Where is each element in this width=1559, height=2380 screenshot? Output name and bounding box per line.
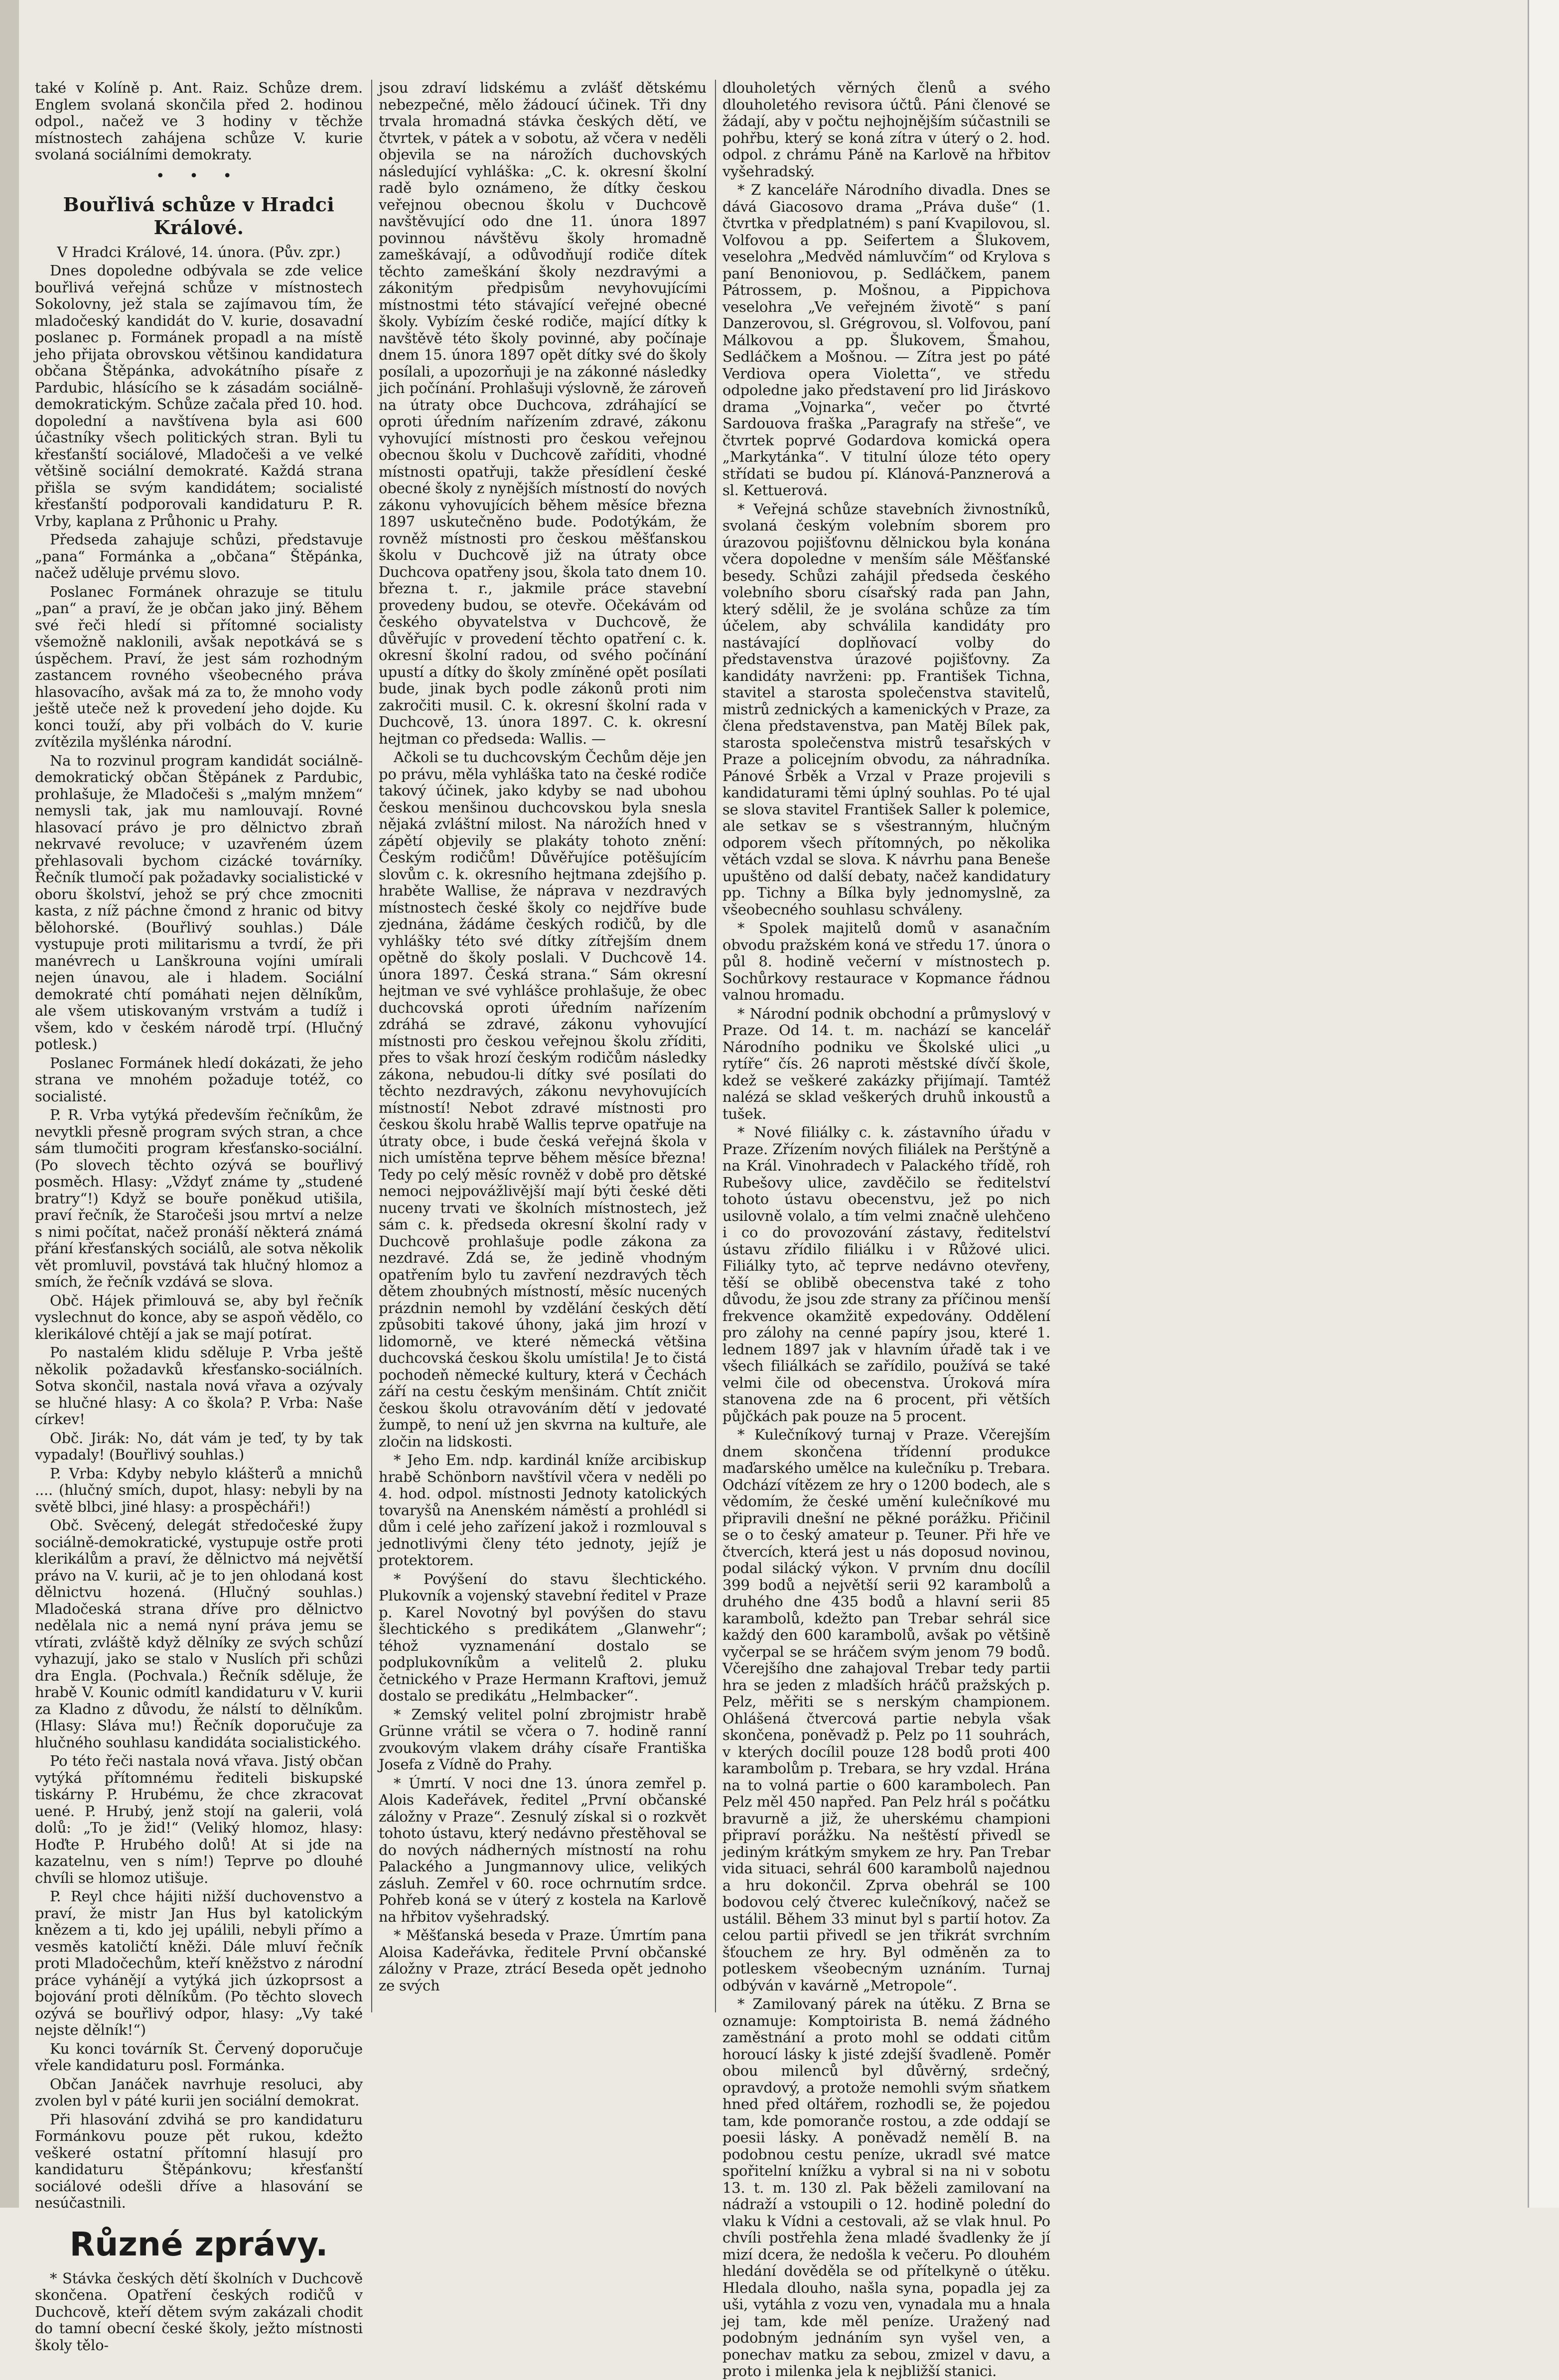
paragraph: * Zemský velitel polní zbrojmistr hrabě Grünne vrátil se včera o 7. hodině ranní zvoukovým vlakem dráhy císaře Františka Josefa z Vídně do Prahy. [379,1706,707,1773]
column-3 [722,79,1050,2380]
paragraph: * Povýšení do stavu šlechtického. Plukovník a vojenský stavební ředitel v Praze p. Karel Novotný byl povýšen do stavu šlechtického s predikátem „Glanwehr“; téhož vyznamenání dostalo se podplukovníkům a velitelů 2. pluku četnického v Praze Hermann Kraftovi, jemuž dostalo se predikátu „Helmbacker“. [379,1570,707,1704]
paragraph: Obč. Hájek přimlouvá se, aby byl řečník vyslechnut do konce, aby se aspoň vědělo, co klerikálové chtějí a jak se mají potírat. [35,1292,363,1342]
paragraph: * Z kanceláře Národního divadla. Dnes se dává Giacosovo drama „Práva duše“ (1. čtvrtka v předplatném) s paní Kvapilovou, sl. Volfovou a pp. Seifertem a Šlukovem, veselohra „Medvěd námluvčím“ od Krylova s paní Benoniovou, p. Sedláčkem, panem Pátrossem, p. Mošnou, a Pippichova veselohra „Ve veřejném životě“ s paní Danzerovou, sl. Grégrovou, sl. Volfovou, paní Málkovou a pp. Šlukovem, Šmahou, Sedláčkem a Mošnou. — Zítra jest po páté Verdiova opera Violetta“, ve středu odpoledne jako představení pro lid Jiráskovo drama „Vojnarka“, večer po čtvrté Sardouova fraška „Paragrafy na střeše“, ve čtvrtek poprvé Godardova komická opera „Markytánka“. V titulní úloze této opery střídati se budou pí. Klánová-Panznerová a sl. Kettuerová. [722,181,1050,499]
paragraph: P. Vrba: Kdyby nebylo klášterů a mnichů .... (hlučný smích, dupot, hlasy: nebyli by na světě blbci, jiné hlasy: a prospěcháři!) [35,1464,363,1515]
column-rule [715,80,716,2012]
paragraph: * Stávka českých dětí školních v Duchcově skončena. Opatření českých rodičů v Duchcově, kteří dětem svým zakázali chodit do tamní obecní české školy, ježto místnosti školy tělo- [35,2269,363,2354]
paragraph: Občan Janáček navrhuje resoluci, aby zvolen byl v páté kurii jen sociální demokrat. [35,2075,363,2109]
paragraph: * Spolek majitelů domů v asanačním obvodu pražském koná ve středu 17. února o půl 8. hodině večerní v místnostech p. Sochůrkovy restaurace v Kopmance řádnou valnou hromadu. [722,920,1050,1003]
paragraph: * Kulečníkový turnaj v Praze. Včerejším dnem skončena třídenní produkce maďarského umělce na kulečníku p. Trebara. Odchází vítězem ze hry o 1200 bodech, ale s vědomím, že české umění kulečníkové mu připravili dnešní ne pěkné porážku. Přičinil se o to český amateur p. Teuner. Při hře ve čtvercích, která jest u nás doposud novinou, podal silácký výkon. V prvním dnu docílil 399 bodů a největší serii 92 karambolů a druhého dne 435 bodů a hlavní serii 85 karambolů, kdežto pan Trebar sehrál sice každý den 600 karambolů, avšak po většině vyčerpal se se hráčem svým jenom 79 bodů. Včerejšího dne zahajoval Trebar tedy partii hra se jeden z mladších hráčů pražských p. Pelz, měřiti se s nerským championem. Ohlášená čtvercová partie nebyla však skončena, poněvadž p. Pelz po 11 souhrách, v kterých docílil pouze 128 bodů proti 400 karambolům p. Trebara, se hry vzdal. Hrána na to volná partie o 600 karambolech. Pan Pelz měl 450 napřed. Pan Pelz hrál s počátku bravurně a již, že uherskému championi připraví porážku. Na neštěstí přivedl se jediným krátkým smykem ze hry. Pan Trebar vida situaci, sehrál 600 karambolů najednou a hru dokončil. Zprva obehrál se 100 bodovou celý čtverec kulečníkový, načež se ustálil. Během 33 minut byl s partií hotov. Za celou partii přivedl se jen třikrát svrchním šťouchem ze hry. Byl odměněn za to potleskem všeobecným uznáním. Turnaj odbýván v kavárně „Metropole“. [722,1426,1050,1994]
column-1 [35,79,363,2354]
paragraph: Ačkoli se tu duchcovským Čechům děje jen po právu, měla vyhláška tato na české rodiče takový účinek, jako kdyby se nad ubohou českou menšinou duchcovskou byla snesla nějaká zvláštní milost. Na nárožích hned v zápětí objevily se plakáty tohoto znění: Českým rodičům! Důvěřujíce potěšujícím slovům c. k. okresního hejtmana zdejšího p. hraběte Wallise, že náprava v nezdravých místnostech české školy co nejdříve bude zjednána, žádáme českých rodičů, by dle vyhlášky této své dítky zítřejším dnem opětně do školy poslali. V Duchcově 14. února 1897. Česká strana.“ Sám okresní hejtman ve své vyhlášce prohlašuje, že obec duchcovská oproti úředním nařízením zdráhá se zdravé, zákonu vyhovující místnosti pro českou veřejnou školu zříditi, přes to však hrozí českým rodičům následky zákona, nebudou-li dítky své posílati do těchto nezdravých, zákonu nevyhovujících místností! Nebot zdravé místnosti pro českou školu hrabě Wallis teprve opatřuje na útraty obce, i bude česká veřejná škola v nich umístěna teprve během měsíce března! Tedy po celý měsíc rovněž v době pro dětské nemoci nejpovážlivější mají býti české děti nuceny trvati ve školních místnostech, jež sám c. k. předseda okresní školní rady v Duchcově prohlašuje podle zákona za nezdravé. Zdá se, že jedině vhodným opatřením bylo tu zavření nezdravých těch dětem zhoubných místností, měsíc nucených prázdnin nemohl by vzdělání českých dětí způsobiti takové úhony, jaká jim hrozí v lidomorně, ve které německá většina duchcovská českou školu umístila! Je to čistá pochodeň německé kultury, která v Čechách září na cestu českým menšinám. Chtít zničit českou školu otravováním dětí v jedovaté žumpě, to není už jen skvrna na kultuře, ale zločin na lidskosti. [379,749,707,1450]
paragraph: Poslanec Formánek hledí dokázati, že jeho strana ve mnohém požaduje totéž, co socialisté. [35,1054,363,1105]
paragraph: Předseda zahajuje schůzi, představuje „pana“ Formánka a „občana“ Štěpánka, načež uděluje prvému slovo. [35,531,363,581]
paragraph: * Jeho Em. ndp. kardinál kníže arcibiskup hrabě Schönborn navštívil včera v neděli po 4. hod. odpol. místnosti Jednoty katolických tovaryšů na Anenském náměstí a prohlédl si dům i celé jeho zařízení jakož i rozmlouval s jednotlivými členy této jednoty, jejíž je protektorem. [379,1452,707,1569]
paragraph: Poslanec Formánek ohrazuje se titulu „pan“ a praví, že je občan jako jiný. Během své řeči hledí si přítomné socialisty všemožně naklonili, avšak nepotkává se s úspěchem. Praví, že jest sám rozhodným zastancem rovného všeobecného práva hlasovacího, avšak má za to, že mnoho vody ještě uteče než k provedení jeho dojde. Ku konci touží, aby při volbách do V. kurie zvítězila myšlénka národní. [35,583,363,750]
paragraph: * Úmrtí. V noci dne 13. února zemřel p. Alois Kadeřávek, ředitel „První občanské záložny v Praze“. Zesnulý získal si o rozkvět tohoto ústavu, který nedávno přestěhoval se do nových nádherných místností na rohu Palackého a Jungmannovy ulice, velikých zásluh. Zemřel v 60. roce ochrnutím srdce. Pohřeb koná se v úterý z kostela na Karlově na hřbitov vyšehradský. [379,1774,707,1925]
paragraph: * Zamilovaný párek na útěku. Z Brna se oznamuje: Komptoirista B. nemá žádného zaměstnání a proto mohl se oddati citům horoucí lásky k jisté zdejší švadleně. Poměr obou milenců byl důvěrný, srdečný, opravdový, a protože nemohli svým sňatkem hned před oltářem, rozhodli se, že pojedou tam, kde pomoranče rostou, a zde oddají se poesii lásky. A poněvadž nemělí B. na podobnou cestu peníze, ukradl své matce spořitelní knížku a vybral si na ni v sobotu 13. t. m. 130 zl. Pak běželi zamilovaní na nádraží a vstoupili o 12. hodině polední do vlaku k Vídni a cestovali, až se vlak hnul. Po chvíli postřehla žena mladé švadlenky že jí mizí dcera, že nedošla k večeru. Po dlouhém hledání dověděla se od přítelkyně o útěku. Hledala dlouho, našla syna, popadla jej za uši, vytáhla z vozu ven, vynadala mu a hnala jej tam, kde měl peníze. Uražený nad podobným jednáním syn vyšel ven, a ponechav matku za sebou, zmizel v davu, a proto i milenka jela k nejbližší stanici. [722,1995,1050,2380]
paragraph: Po nastalém klidu sděluje P. Vrba ještě několik požadavků křesťansko-sociálních. Sotva skončil, nastala nová vřava a ozývaly se hlučné hlasy: A co škola? P. Vrba: Naše církev! [35,1344,363,1428]
paragraph: * Veřejná schůze stavebních živnostníků, svolaná českým volebním sborem pro úrazovou pojišťovnu dělnickou byla konána včera dopoledne v menším sále Měšťanské besedy. Schůzi zahájil předseda českého volebního sboru císařský rada pan Jahn, který sdělil, že je svolána schůze za tím účelem, aby schválila kandidáty pro nastávající doplňovací volby do představenstva úrazové pojišťovny. Za kandidáty navrženi: pp. František Tichna, stavitel a starosta společenstva stavitelů, mistrů zednických a kamenických v Praze, za člena představenstva, pan Matěj Bílek pak, starosta společenstva mistrů tesařských v Praze a policejním obvodu, za náhradníka. Pánové Šrběk a Vrzal v Praze projevili s kandidaturami těmi úplný souhlas. Po té ujal se slova stavitel František Saller k polemice, ale setkav se s všestranným, hlučným odporem všech přítomných, po několika větách vzdal se slova. K návrhu pana Beneše upuštěno od další debaty, načež kandidatury pp. Tichny a Bílka byly jednomyslně, za všeobecného souhlasu schváleny. [722,500,1050,918]
paragraph: * Nové filiálky c. k. zástavního úřadu v Praze. Zřízením nových filiálek na Perštýně a na Král. Vinohradech v Palackého třídě, roh Rubešovy ulice, zavděčilo se ředitelství tohoto ústavu obecenstvu, jež po nich usilovně volalo, a tím velmi značně ulehčeno i co do provozování zástavy, ředitelství ústavu zřídilo filiálku i v Růžové ulici. Filiálky tyto, ač teprve nedávno otevřeny, těší se oblibě obecenstva také z toho důvodu, že jsou zde strany za příčinou menší frekvence okamžitě expedovány. Oddělení pro zálohy na cenné papíry jsou, které 1. lednem 1897 jak v hlavním úřadě tak i ve všech filiálkách se zařídilo, používá se také velmi čile od obecenstva. Úroková míra stanovena zde na 6 procent, při větších půjčkách pak pouze na 5 procent. [722,1124,1050,1425]
paragraph: Při hlasování zdvihá se pro kandidaturu Formánkovu pouze pět rukou, kdežto veškeré ostatní přítomní hlasují pro kandidaturu Štěpánkovu; křesťanští sociálové odešli dříve a hlasování se nesúčastnili. [35,2111,363,2211]
article-continuation: také v Kolíně p. Ant. Raiz. Schůze drem. Englem svolaná skončila před 2. hodinou odpol., načež ve 3 hodiny v těchže místnostech zahájena schůze V. kurie svolaná sociálními demokraty. [35,79,363,163]
paragraph: Na to rozvinul program kandidát sociálně-demokratický občan Štěpánek z Pardubic, prohlašuje, že Mladočeši s „malým mnžem“ nemysli tak, jak mu namlouvají. Rovné hlasovací právo je pro dělnictvo zbraň nekrvavé revoluce; v uzavřeném územ přehlasovali bychom cizácké továrníky. Řečník tlumočí pak požadavky socialistické v oboru školství, jehož se prý chce zmocniti kasta, z níž páchne čmond z hranic od bitvy bělohorské. (Bouřlivý souhlas.) Dále vystupuje proti militarismu a tvrdí, že při manévrech u Lanškrouna vojíni umírali nejen únavou, ale i hladem. Sociální demokraté chtí pomáhati nejen dělníkům, ale všem utiskovaným vrstvám a tudíž i všem, kdo v českém národě trpí. (Hlučný potlesk.) [35,752,363,1053]
paragraph: Dnes dopoledne odbývala se zde velice bouřlivá veřejná schůze v místnostech Sokolovny, jež stala se zajímavou tím, že mladočeský kandidát do V. kurie, dosavadní poslanec p. Formánek propadl a na místě jeho přijata obrovskou většinou kandidatura občana Štěpánka, advokátního písaře z Pardubic, hlásícího se k zásadám sociálně-demokratickým. Schůze začala před 10. hod. dopolední a navštívena byla asi 600 účastníky všech politických stran. Byli tu křesťanští sociálové, Mladočeši a ve velké většině sociální demokraté. Každá strana přišla se svým kandidátem; socialisté křesťanští podporovali kandidaturu P. R. Vrby, kaplana z Průhonic u Prahy. [35,262,363,529]
headline: Bouřlivá schůze v Hradci Králové. [63,193,335,239]
column-2 [379,80,707,2012]
section-title: Různé zprávy. [69,2225,328,2263]
paragraph: P. Reyl chce hájiti nižší duchovenstvo a praví, že mistr Jan Hus byl katolickým knězem a ti, kdo jej upálili, nebyli přímo a vesměs katoličtí kněži. Dále mluví řečník proti Mladočechům, kteří kněžstvo z národní práce vyhánějí a vytýká jich úzkoprsost a bojování proti dělníkům. (Po těchto slovech ozývá se bouřlivý odpor, hlasy: „Vy také nejste dělník!“) [35,1888,363,2038]
paragraph: Ku konci továrník St. Červený doporučuje vřele kandidaturu posl. Formánka. [35,2040,363,2074]
dateline: V Hradci Králové, 14. února. (Pův. zpr.) [57,243,341,261]
paragraph: dlouholetých věrných členů a svého dlouholetého revisora účtů. Páni členové se žádají, aby v počtu nejhojnějším súčastnili se pohřbu, který se koná zítra v úterý o 2. hod. odpol. z chrámu Páně na Karlově na hřbitov vyšehradský. [722,79,1050,180]
paragraph: Po této řeči nastala nová vřava. Jistý občan vytýká přítomnému řediteli biskupské tiskárny P. Hrubému, že chce zkracovat uené. P. Hrubý, jenž stojí na galerii, volá dolů: „To je žid!“ (Veliký hlomoz, hlasy: Hoďte P. Hrubého dolů! At si jde na kazatelnu, ven s ním!) Teprve po dlouhé chvíli se hlomoz utišuje. [35,1752,363,1886]
newspaper-page [35,79,1051,2380]
paragraph: jsou zdraví lidskému a zvlášť dětskému nebezpečné, mělo žádoucí účinek. Tři dny trvala hromadná stávka českých dětí, ve čtvrtek, v pátek a v sobotu, až včera v neděli objevila se na nárožích duchovských následující vyhláška: „C. k. okresní školní radě bylo oznámeno, že dítky českou veřejnou obecnou školu v Duchcově navštěvující odo dne 11. února 1897 povinnou návštěvu školy hromadně zameškávají, a odůvodňují rodiče dítek těchto zameškání školy nezdravými a zákonitým předpisům nevyhovujícími místnostmi této stávající veřejné obecné školy. Vybízím české rodiče, mající dítky k navštěvě této školy povinné, aby počínaje dnem 15. února 1897 opět dítky své do školy posílali, a upozorňuji je na zákonné následky jich počínání. Prohlašuji výslovně, že zároveň na útraty obce Duchcova, zdráhající se oproti úředním nařízením zdravé, zákonu vyhovující místnosti pro českou veřejnou obecnou školu v Duchcově zaříditi, vhodné místnosti opatřuji, takže přesídlení české obecné školy z nynějších místností do nových zákonu vyhovujících během měsíce března 1897 uskutečněno bude. Podotýkám, že rovněž místnosti pro českou měšťanskou školu v Duchcově již na útraty obce Duchcova opatřeny jsou, škola tato dnem 10. března t. r., jakmile práce stavební provedeny budou, se otevře. Očekávám od českého obyvatelstva v Duchcově, že důvěřujíc v provedení těchto opatření c. k. okresní školní radou, od svého počínání upustí a dítky do školy zmíněné opět posílati bude, jinak bych podle zákonů proti nim zakročiti musil. C. k. okresní školní rada v Duchcově, 13. února 1897. C. k. okresní hejtman co předseda: Wallis. — [379,79,707,747]
paragraph: Obč. Svěcený, delegát středočeské župy sociálně-demokratické, vystupuje ostře proti klerikálům a praví, že dělnictvo má největší právo na V. kurii, ač je to jen ohlodaná kost dělnictvu hozená. (Hlučný souhlas.) Mladočeská strana dříve pro dělnictvo nedělala nic a nemá nyní práva jemu se vtírati, zvláště když dělníky ze svých schůzí vyhazují, jako se stalo v Nuslích při schůzi dra Engla. (Pochvala.) Řečník sděluje, že hrabě V. Kounic odmítl kandidaturu v V. kurii za Kladno z důvodu, že nálstí to dělníkům. (Hlasy: Sláva mu!) Řečník doporučuje za hlučného souhlasu kandidáta socialistického. [35,1517,363,1751]
paragraph: P. R. Vrba vytýká především řečníkům, že nevytkli přesně program svých stran, a chce sám tlumočiti program křesťansko-sociální. (Po slovech těchto ozývá se bouřlivý posměch. Hlasy: „Vždyť známe ty „studené bratry“!) Když se bouře poněkud utišila, praví řečník, že Staročeši jsou mrtví a nelze s nimi počítat, načež pronáší některá známá přání křesťanských sociálů, ale sotva několik vět promluvil, povstává tak hlučný hlomoz a smích, že řečník vzdává se slova. [35,1106,363,1290]
separator-dots: • • • [155,167,242,185]
scan-left-margin [0,0,19,2208]
paragraph: Obč. Jirák: No, dát vám je teď, ty by tak vypadaly! (Bouřlivý souhlas.) [35,1429,363,1463]
paragraph: * Národní podnik obchodní a průmyslový v Praze. Od 14. t. m. nachází se kancelář Národního podniku ve Školské ulici „u rytíře“ čís. 26 naproti městské dívčí škole, kdež se veškeré zakázky přijímají. Tamtéž nalézá se sklad veškerých druhů inkoustů a tušek. [722,1005,1050,1122]
paragraph: * Měšťanská beseda v Praze. Úmrtím pana Aloisa Kadeřávka, ředitele První občanské záložny v Praze, ztrácí Beseda opět jednoho ze svých [379,1927,707,1994]
scan-right-margin [1528,0,1559,2208]
column-rule [371,80,372,2012]
